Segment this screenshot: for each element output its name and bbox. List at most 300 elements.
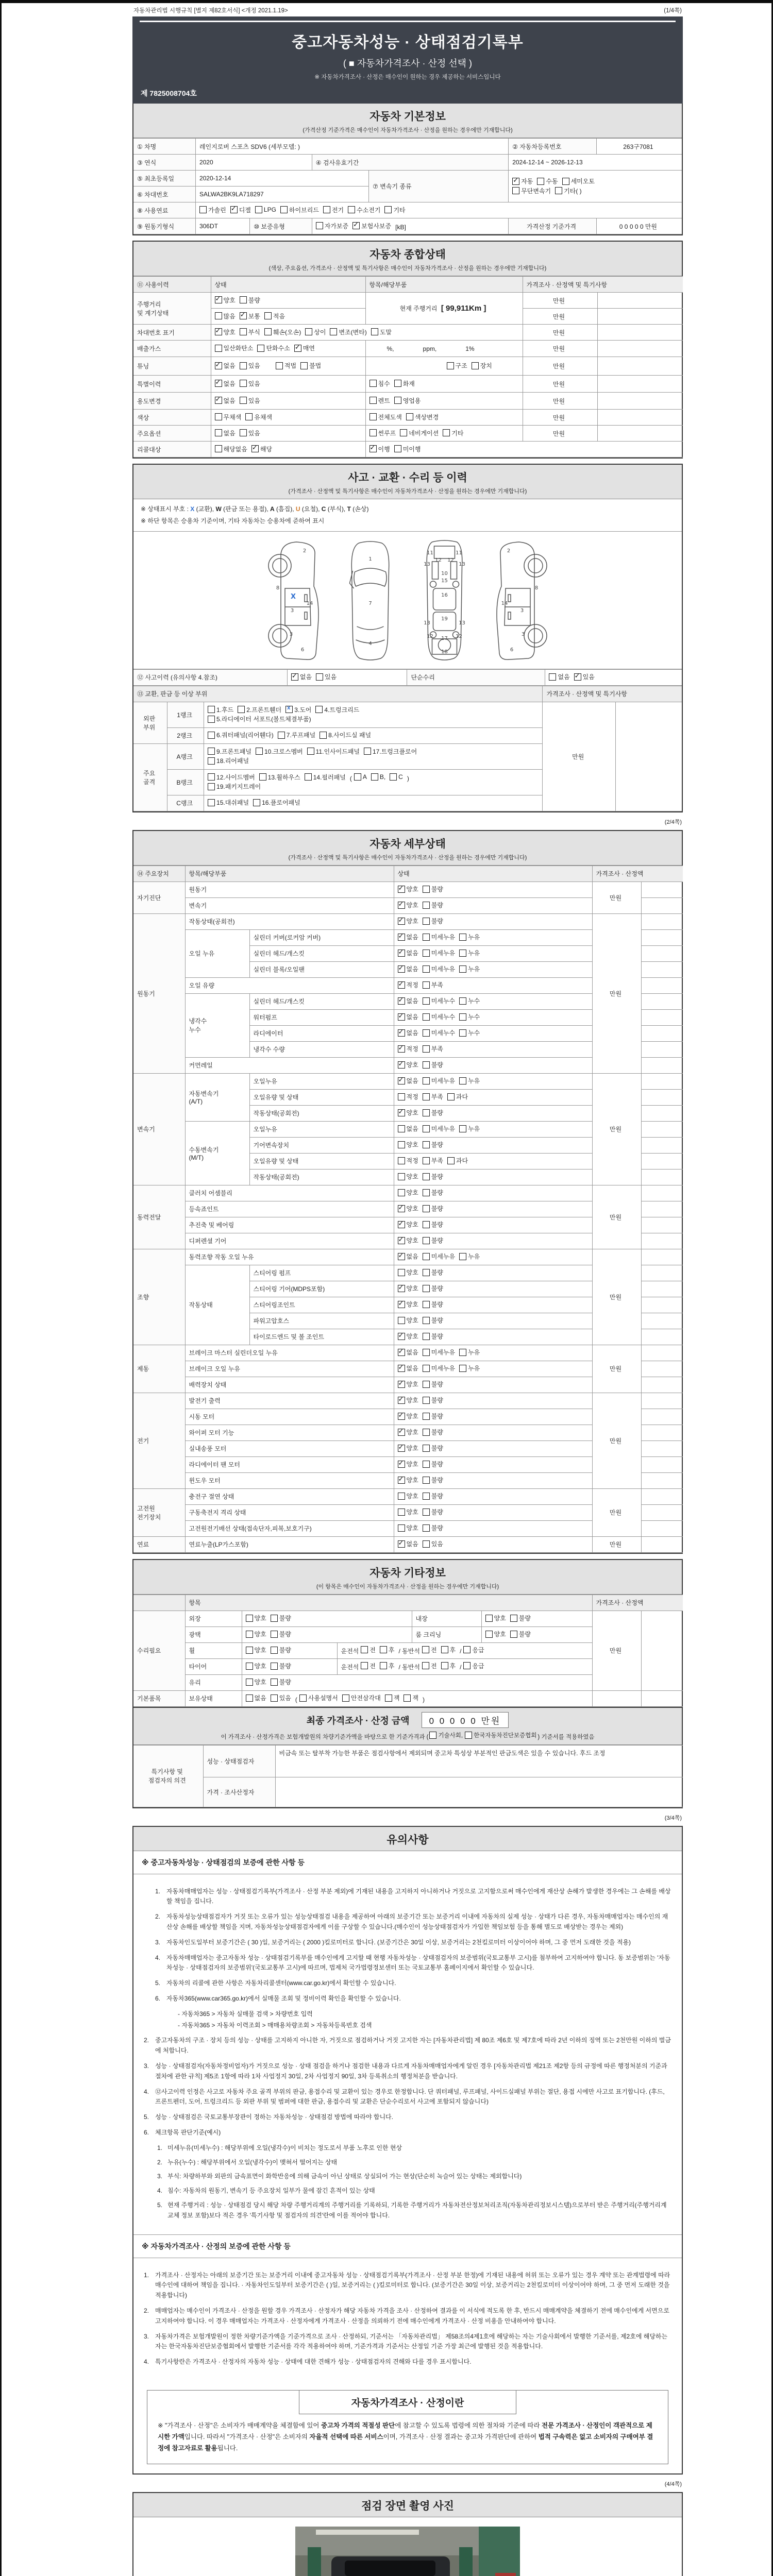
checkbox-box[interactable]	[423, 1093, 430, 1100]
checkbox-box[interactable]	[240, 296, 247, 303]
checkbox-box[interactable]	[320, 732, 327, 739]
checkbox-썬루프[interactable]	[369, 429, 396, 437]
checkbox-box[interactable]	[208, 799, 215, 806]
checkbox-box[interactable]	[398, 1093, 405, 1100]
checkbox-box[interactable]	[459, 934, 466, 941]
checkbox-box[interactable]	[423, 1029, 430, 1037]
checkbox-양호[interactable]	[398, 1140, 418, 1149]
checkbox-미세누유[interactable]	[423, 1124, 455, 1133]
checkbox-box[interactable]	[208, 748, 215, 755]
checkbox-box[interactable]	[315, 706, 323, 713]
checkbox-box[interactable]	[485, 1615, 493, 1622]
checkbox-box[interactable]	[246, 1679, 253, 1686]
checkbox-box[interactable]	[463, 1662, 470, 1669]
checkbox-양호[interactable]	[398, 885, 418, 893]
checkbox-자동[interactable]	[512, 177, 533, 185]
checkbox-box[interactable]	[371, 328, 378, 335]
checkbox-불량[interactable]	[271, 1646, 291, 1654]
checkbox-A[interactable]	[354, 773, 367, 781]
checkbox-box[interactable]	[271, 1663, 278, 1670]
checkbox-box[interactable]	[398, 1221, 405, 1228]
checkbox-box[interactable]	[423, 1365, 430, 1372]
checkbox-수소전기[interactable]	[348, 206, 380, 214]
checkbox-전[interactable]	[361, 1662, 376, 1670]
checkbox-box[interactable]	[398, 1461, 405, 1468]
checkbox-미세누유[interactable]	[423, 1364, 455, 1372]
checkbox-네비게이션[interactable]	[400, 429, 439, 437]
checkbox-box[interactable]	[423, 918, 430, 925]
checkbox-보통[interactable]	[240, 312, 260, 320]
checkbox-box[interactable]	[208, 783, 215, 790]
checkbox-양호[interactable]	[398, 1444, 418, 1452]
checkbox-box[interactable]	[240, 312, 247, 319]
checkbox-box[interactable]	[512, 178, 519, 185]
checkbox-없음[interactable]	[398, 1348, 418, 1357]
checkbox-미세누유[interactable]	[423, 933, 455, 941]
checkbox-해당[interactable]	[251, 445, 272, 453]
checkbox-누유[interactable]	[459, 964, 480, 973]
checkbox-box[interactable]	[271, 1647, 278, 1654]
checkbox-box[interactable]	[423, 1301, 430, 1308]
checkbox-양호[interactable]	[485, 1614, 506, 1622]
checkbox-box[interactable]	[398, 1477, 405, 1484]
checkbox-전기[interactable]	[323, 206, 344, 214]
checkbox-box[interactable]	[199, 206, 207, 213]
checkbox-box[interactable]	[305, 773, 312, 781]
checkbox-box[interactable]	[330, 328, 337, 335]
checkbox-box[interactable]	[394, 445, 401, 452]
checkbox-box[interactable]	[465, 1732, 472, 1739]
checkbox-box[interactable]	[423, 1285, 430, 1292]
checkbox-box[interactable]	[459, 1253, 466, 1260]
checkbox-box[interactable]	[423, 1493, 430, 1500]
checkbox-box[interactable]	[423, 1445, 430, 1452]
checkbox-양호[interactable]	[398, 901, 418, 909]
checkbox-box[interactable]	[459, 950, 466, 957]
checkbox-누유[interactable]	[459, 1252, 480, 1261]
checkbox-양호[interactable]	[398, 1332, 418, 1341]
checkbox-box[interactable]	[398, 1205, 405, 1212]
checkbox-불량[interactable]	[423, 1523, 443, 1532]
checkbox-양호[interactable]	[398, 1108, 418, 1117]
checkbox-없음[interactable]	[291, 672, 312, 681]
checkbox-양호[interactable]	[398, 1268, 418, 1277]
checkbox-box[interactable]	[423, 1477, 430, 1484]
checkbox-하이브리드[interactable]	[280, 206, 319, 214]
checkbox-부족[interactable]	[423, 1044, 443, 1053]
checkbox-box[interactable]	[423, 1349, 430, 1356]
checkbox-양호[interactable]	[398, 1060, 418, 1069]
checkbox-없음[interactable]	[398, 1539, 418, 1548]
checkbox-불량[interactable]	[271, 1662, 291, 1670]
checkbox-유채색[interactable]	[245, 413, 272, 421]
x-marked-checkbox-box[interactable]	[285, 706, 293, 713]
checkbox-box[interactable]	[398, 1109, 405, 1116]
checkbox-box[interactable]	[406, 413, 413, 420]
checkbox-양호[interactable]	[398, 1204, 418, 1213]
checkbox-box[interactable]	[215, 397, 222, 404]
checkbox-box[interactable]	[316, 673, 323, 681]
checkbox-box[interactable]	[271, 1679, 278, 1686]
checkbox-4.트렁크리드[interactable]	[315, 705, 359, 714]
checkbox-18.리어패널[interactable]	[208, 756, 249, 765]
checkbox-box[interactable]	[423, 1205, 430, 1212]
checkbox-기타[interactable]	[443, 429, 463, 437]
checkbox-불량[interactable]	[423, 1172, 443, 1181]
checkbox-box[interactable]	[245, 413, 253, 420]
checkbox-box[interactable]	[447, 1093, 455, 1100]
checkbox-box[interactable]	[380, 1662, 387, 1669]
checkbox-box[interactable]	[398, 902, 405, 909]
checkbox-미세누유[interactable]	[423, 1076, 455, 1085]
checkbox-box[interactable]	[342, 1694, 349, 1702]
checkbox-불량[interactable]	[423, 1444, 443, 1452]
checkbox-1.후드[interactable]	[208, 705, 233, 714]
checkbox-box[interactable]	[398, 1061, 405, 1069]
checkbox-box[interactable]	[423, 1109, 430, 1116]
checkbox-불량[interactable]	[271, 1614, 291, 1622]
checkbox-없음[interactable]	[398, 933, 418, 941]
checkbox-양호[interactable]	[246, 1630, 266, 1638]
checkbox-12.사이드멤버[interactable]	[208, 773, 255, 782]
checkbox-불량[interactable]	[423, 1460, 443, 1468]
checkbox-불량[interactable]	[423, 1204, 443, 1213]
checkbox-box[interactable]	[398, 1493, 405, 1500]
checkbox-양호[interactable]	[398, 1476, 418, 1484]
checkbox-box[interactable]	[369, 397, 377, 404]
checkbox-box[interactable]	[398, 1285, 405, 1292]
checkbox-양호[interactable]	[398, 1172, 418, 1181]
checkbox-전체도색[interactable]	[369, 413, 402, 421]
checkbox-보험사보증[interactable]	[352, 222, 391, 230]
checkbox-box[interactable]	[240, 328, 247, 335]
checkbox-box[interactable]	[459, 1349, 466, 1356]
checkbox-box[interactable]	[398, 934, 405, 941]
checkbox-있음[interactable]	[240, 379, 260, 388]
checkbox-box[interactable]	[398, 1301, 405, 1308]
checkbox-있음[interactable]	[240, 396, 260, 405]
checkbox-box[interactable]	[398, 1157, 405, 1164]
checkbox-13.휠하우스[interactable]	[259, 773, 300, 782]
checkbox-box[interactable]	[459, 1029, 466, 1037]
checkbox-box[interactable]	[215, 296, 222, 303]
checkbox-적음[interactable]	[264, 312, 285, 320]
checkbox-box[interactable]	[423, 1013, 430, 1021]
checkbox-세미오토[interactable]	[562, 177, 595, 185]
checkbox-box[interactable]	[459, 1365, 466, 1372]
checkbox-9.프론트패널[interactable]	[208, 747, 251, 756]
checkbox-box[interactable]	[271, 1694, 278, 1702]
checkbox-불량[interactable]	[423, 1332, 443, 1341]
checkbox-box[interactable]	[398, 1253, 405, 1260]
checkbox-있음[interactable]	[240, 361, 260, 370]
checkbox-box[interactable]	[238, 706, 245, 713]
checkbox-양호[interactable]	[398, 1236, 418, 1245]
checkbox-전[interactable]	[422, 1662, 437, 1670]
checkbox-box[interactable]	[259, 773, 266, 781]
checkbox-19.패키지트레이[interactable]	[208, 782, 261, 791]
checkbox-훼손(오손)[interactable]	[264, 328, 301, 336]
checkbox-box[interactable]	[380, 1646, 387, 1653]
checkbox-잭[interactable]	[404, 1693, 418, 1702]
checkbox-없음[interactable]	[398, 996, 418, 1005]
checkbox-한국자동차진단보증협회[interactable]	[465, 1731, 536, 1739]
checkbox-box[interactable]	[423, 1221, 430, 1228]
checkbox-box[interactable]	[423, 1125, 430, 1132]
checkbox-box[interactable]	[423, 1509, 430, 1516]
checkbox-box[interactable]	[215, 429, 222, 436]
checkbox-없음[interactable]	[215, 429, 236, 437]
checkbox-box[interactable]	[429, 1732, 436, 1739]
checkbox-box[interactable]	[423, 1397, 430, 1404]
checkbox-없음[interactable]	[215, 361, 236, 370]
checkbox-box[interactable]	[398, 997, 405, 1005]
checkbox-누유[interactable]	[459, 1076, 480, 1085]
checkbox-box[interactable]	[398, 965, 405, 973]
checkbox-box[interactable]	[423, 886, 430, 893]
checkbox-2.프론트휀더[interactable]	[238, 705, 281, 714]
checkbox-전[interactable]	[422, 1646, 437, 1654]
checkbox-box[interactable]	[423, 1540, 430, 1548]
checkbox-불량[interactable]	[271, 1630, 291, 1638]
checkbox-불량[interactable]	[423, 1236, 443, 1245]
checkbox-box[interactable]	[398, 1333, 405, 1340]
checkbox-불량[interactable]	[423, 1316, 443, 1325]
checkbox-양호[interactable]	[398, 1428, 418, 1436]
checkbox-없음[interactable]	[398, 964, 418, 973]
checkbox-전[interactable]	[361, 1646, 376, 1654]
checkbox-누수[interactable]	[459, 1028, 480, 1037]
checkbox-box[interactable]	[398, 1509, 405, 1516]
checkbox-16.플로어패널[interactable]	[253, 798, 300, 807]
checkbox-양호[interactable]	[398, 1188, 418, 1197]
checkbox-불량[interactable]	[240, 296, 260, 304]
checkbox-15.대쉬패널[interactable]	[208, 798, 249, 807]
checkbox-응급[interactable]	[463, 1646, 484, 1654]
checkbox-box[interactable]	[423, 1173, 430, 1180]
checkbox-box[interactable]	[251, 445, 259, 452]
checkbox-없음[interactable]	[398, 948, 418, 957]
checkbox-누유[interactable]	[459, 1348, 480, 1357]
checkbox-미이행[interactable]	[394, 445, 421, 453]
checkbox-box[interactable]	[215, 445, 222, 452]
checkbox-미세누유[interactable]	[423, 1252, 455, 1261]
checkbox-box[interactable]	[240, 397, 247, 404]
checkbox-box[interactable]	[472, 362, 479, 369]
checkbox-box[interactable]	[423, 1461, 430, 1468]
checkbox-box[interactable]	[354, 773, 361, 781]
checkbox-많음[interactable]	[215, 312, 236, 320]
checkbox-과다[interactable]	[447, 1156, 468, 1165]
checkbox-가솔린[interactable]	[199, 206, 226, 214]
checkbox-불량[interactable]	[423, 1140, 443, 1149]
checkbox-양호[interactable]	[398, 1300, 418, 1309]
checkbox-box[interactable]	[369, 429, 377, 436]
checkbox-변조(변타)[interactable]	[330, 328, 366, 336]
checkbox-box[interactable]	[398, 1365, 405, 1372]
checkbox-무채색[interactable]	[215, 413, 242, 421]
checkbox-양호[interactable]	[246, 1614, 266, 1622]
checkbox-B,[interactable]	[371, 773, 385, 781]
checkbox-box[interactable]	[208, 716, 215, 723]
checkbox-box[interactable]	[246, 1615, 253, 1622]
checkbox-사용설명서[interactable]	[299, 1693, 338, 1702]
checkbox-미세누유[interactable]	[423, 1348, 455, 1357]
checkbox-box[interactable]	[447, 362, 454, 369]
checkbox-있음[interactable]	[316, 672, 337, 681]
checkbox-box[interactable]	[271, 1615, 278, 1622]
checkbox-box[interactable]	[423, 902, 430, 909]
checkbox-불량[interactable]	[423, 1507, 443, 1516]
checkbox-box[interactable]	[423, 1333, 430, 1340]
checkbox-양호[interactable]	[398, 1380, 418, 1388]
checkbox-box[interactable]	[398, 1429, 405, 1436]
checkbox-box[interactable]	[459, 1125, 466, 1132]
checkbox-box[interactable]	[398, 950, 405, 957]
checkbox-box[interactable]	[398, 1524, 405, 1532]
checkbox-box[interactable]	[398, 1013, 405, 1021]
checkbox-침수[interactable]	[369, 379, 390, 388]
checkbox-box[interactable]	[398, 886, 405, 893]
checkbox-렌트[interactable]	[369, 396, 390, 405]
checkbox-양호[interactable]	[485, 1630, 506, 1638]
checkbox-box[interactable]	[423, 934, 430, 941]
checkbox-무단변속기[interactable]	[512, 187, 551, 195]
checkbox-box[interactable]	[574, 673, 581, 681]
checkbox-부족[interactable]	[423, 1092, 443, 1101]
checkbox-불량[interactable]	[423, 885, 443, 893]
checkbox-box[interactable]	[264, 312, 272, 319]
checkbox-box[interactable]	[398, 918, 405, 925]
checkbox-box[interactable]	[404, 1694, 411, 1702]
checkbox-불량[interactable]	[423, 1396, 443, 1404]
checkbox-box[interactable]	[264, 328, 272, 335]
checkbox-누유[interactable]	[459, 1124, 480, 1133]
checkbox-없음[interactable]	[215, 379, 236, 388]
checkbox-부족[interactable]	[423, 1156, 443, 1165]
checkbox-box[interactable]	[385, 1694, 392, 1702]
checkbox-box[interactable]	[398, 1141, 405, 1148]
checkbox-미세누수[interactable]	[423, 996, 455, 1005]
checkbox-box[interactable]	[369, 413, 377, 420]
checkbox-box[interactable]	[348, 206, 355, 213]
checkbox-14.필러패널[interactable]	[305, 773, 346, 782]
checkbox-양호[interactable]	[398, 1507, 418, 1516]
checkbox-box[interactable]	[485, 1631, 493, 1638]
checkbox-기타( )[interactable]	[555, 187, 582, 195]
checkbox-box[interactable]	[398, 1125, 405, 1132]
checkbox-부족[interactable]	[423, 980, 443, 989]
checkbox-box[interactable]	[463, 1646, 470, 1653]
checkbox-응급[interactable]	[463, 1662, 484, 1670]
checkbox-불량[interactable]	[423, 1108, 443, 1117]
checkbox-box[interactable]	[299, 1694, 307, 1702]
checkbox-box[interactable]	[459, 965, 466, 973]
checkbox-누유[interactable]	[459, 948, 480, 957]
checkbox-기타[interactable]	[384, 206, 405, 214]
checkbox-양호[interactable]	[398, 1460, 418, 1468]
checkbox-잭[interactable]	[385, 1693, 400, 1702]
checkbox-box[interactable]	[398, 1189, 405, 1196]
checkbox-box[interactable]	[307, 748, 314, 755]
checkbox-양호[interactable]	[398, 1284, 418, 1293]
checkbox-box[interactable]	[256, 748, 263, 755]
checkbox-box[interactable]	[423, 1061, 430, 1069]
checkbox-box[interactable]	[459, 1077, 466, 1084]
checkbox-누수[interactable]	[459, 996, 480, 1005]
checkbox-누수[interactable]	[459, 1012, 480, 1021]
checkbox-box[interactable]	[369, 445, 377, 452]
checkbox-적정[interactable]	[398, 980, 418, 989]
checkbox-box[interactable]	[423, 1269, 430, 1276]
checkbox-box[interactable]	[423, 1189, 430, 1196]
checkbox-box[interactable]	[398, 1317, 405, 1324]
checkbox-C[interactable]	[390, 773, 403, 781]
checkbox-box[interactable]	[423, 981, 430, 989]
checkbox-box[interactable]	[208, 732, 215, 739]
checkbox-양호[interactable]	[215, 296, 236, 304]
checkbox-box[interactable]	[246, 1647, 253, 1654]
checkbox-일산화탄소[interactable]	[215, 344, 254, 352]
checkbox-box[interactable]	[423, 1524, 430, 1532]
checkbox-불량[interactable]	[423, 1284, 443, 1293]
checkbox-box[interactable]	[423, 1157, 430, 1164]
checkbox-box[interactable]	[443, 429, 450, 436]
checkbox-불량[interactable]	[423, 917, 443, 925]
checkbox-이행[interactable]	[369, 445, 390, 453]
checkbox-부식[interactable]	[240, 328, 260, 336]
checkbox-box[interactable]	[394, 380, 401, 387]
checkbox-적법[interactable]	[276, 361, 296, 370]
checkbox-box[interactable]	[398, 981, 405, 989]
checkbox-box[interactable]	[422, 1646, 429, 1653]
checkbox-불량[interactable]	[271, 1677, 291, 1686]
checkbox-box[interactable]	[398, 1237, 405, 1244]
checkbox-box[interactable]	[316, 222, 323, 229]
checkbox-box[interactable]	[537, 178, 544, 185]
checkbox-있음[interactable]	[574, 672, 595, 681]
checkbox-양호[interactable]	[398, 1412, 418, 1420]
checkbox-box[interactable]	[423, 1429, 430, 1436]
checkbox-후[interactable]	[441, 1662, 456, 1670]
checkbox-box[interactable]	[361, 1646, 368, 1653]
checkbox-적정[interactable]	[398, 1044, 418, 1053]
checkbox-box[interactable]	[215, 380, 222, 387]
checkbox-안전삼각대[interactable]	[342, 1693, 381, 1702]
checkbox-없음[interactable]	[398, 1012, 418, 1021]
checkbox-7.루프패널[interactable]	[278, 731, 315, 739]
checkbox-box[interactable]	[510, 1615, 517, 1622]
checkbox-box[interactable]	[215, 345, 222, 352]
checkbox-수동[interactable]	[537, 177, 558, 185]
checkbox-디젤[interactable]	[230, 206, 251, 214]
checkbox-box[interactable]	[390, 773, 397, 781]
checkbox-불량[interactable]	[423, 1188, 443, 1197]
checkbox-영업용[interactable]	[394, 396, 421, 405]
checkbox-box[interactable]	[447, 1157, 455, 1164]
checkbox-탄화수소[interactable]	[257, 344, 290, 352]
checkbox-box[interactable]	[423, 1317, 430, 1324]
checkbox-box[interactable]	[422, 1662, 429, 1669]
checkbox-box[interactable]	[246, 1663, 253, 1670]
checkbox-없음[interactable]	[215, 396, 236, 405]
checkbox-불량[interactable]	[423, 1476, 443, 1484]
checkbox-box[interactable]	[549, 673, 556, 681]
checkbox-양호[interactable]	[246, 1646, 266, 1654]
checkbox-box[interactable]	[398, 1413, 405, 1420]
checkbox-양호[interactable]	[246, 1662, 266, 1670]
checkbox-box[interactable]	[423, 1413, 430, 1420]
